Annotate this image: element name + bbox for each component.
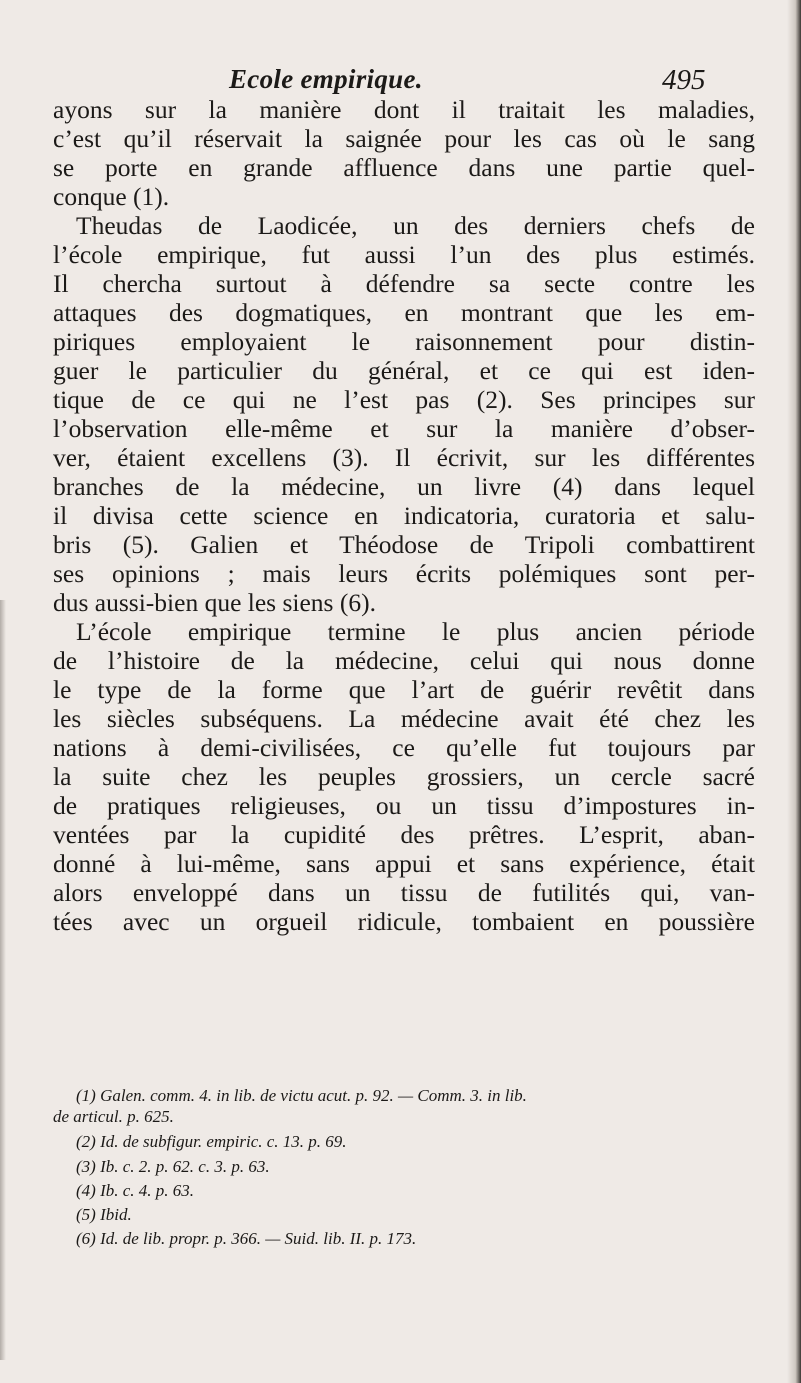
text-line: Theudas de Laodicée, un des derniers chefs de	[76, 211, 755, 240]
page-number: 495	[662, 64, 706, 96]
text-line: l’école empirique, fut aussi l’un des plus estimés.	[53, 240, 755, 269]
text-line: attaques des dogmatiques, en montrant que les em-	[53, 298, 755, 327]
footnote: (4) Ib. c. 4. p. 63.	[76, 1181, 195, 1200]
text-line: se porte en grande affluence dans une partie quel-	[53, 153, 755, 182]
text-line: alors enveloppé dans un tissu de futilités qui, van-	[53, 878, 755, 907]
text-line: les siècles subséquens. La médecine avait été chez les	[53, 704, 755, 733]
text-line: ventées par la cupidité des prêtres. L’esprit, aban-	[53, 820, 755, 849]
text-line: branches de la médecine, un livre (4) dans lequel	[53, 472, 755, 501]
text-line: Il chercha surtout à défendre sa secte contre les	[53, 269, 755, 298]
page-header	[0, 64, 801, 98]
text-line: tées avec un orgueil ridicule, tombaient en poussière	[53, 907, 755, 936]
page-edge-right	[787, 0, 801, 1383]
text-line: piriques employaient le raisonnement pour distin-	[53, 327, 755, 356]
footnote: de articul. p. 625.	[53, 1107, 174, 1126]
running-title: Ecole empirique.	[229, 64, 423, 94]
text-line: de l’histoire de la médecine, celui qui nous donne	[53, 646, 755, 675]
text-line: conque (1).	[53, 182, 170, 211]
text-line: c’est qu’il réservait la saignée pour les cas où le sang	[53, 124, 755, 153]
text-line: L’école empirique termine le plus ancien période	[76, 617, 755, 646]
text-line: bris (5). Galien et Théodose de Tripoli combattirent	[53, 530, 755, 559]
page-shadow-left	[0, 600, 6, 1360]
text-line: la suite chez les peuples grossiers, un cercle sacré	[53, 762, 755, 791]
text-line: l’observation elle-même et sur la manière d’obser-	[53, 414, 755, 443]
footnote: (5) Ibid.	[76, 1205, 132, 1224]
text-line: ayons sur la manière dont il traitait les maladies,	[53, 95, 755, 124]
text-line: ver, étaient excellens (3). Il écrivit, sur les différentes	[53, 443, 755, 472]
footnote: (2) Id. de subfigur. empiric. c. 13. p. 69.	[76, 1132, 347, 1151]
footnote: (6) Id. de lib. propr. p. 366. — Suid. lib. II. p. 173.	[76, 1229, 417, 1248]
footnote: (1) Galen. comm. 4. in lib. de victu acut. p. 92. — Comm. 3. in lib.	[76, 1086, 527, 1105]
text-line: il divisa cette science en indicatoria, curatoria et salu-	[53, 501, 755, 530]
text-line: tique de ce qui ne l’est pas (2). Ses principes sur	[53, 385, 755, 414]
text-line: ses opinions ; mais leurs écrits polémiques sont per-	[53, 559, 755, 588]
text-line: dus aussi-bien que les siens (6).	[53, 588, 376, 617]
text-line: donné à lui-même, sans appui et sans expérience, était	[53, 849, 755, 878]
footnote: (3) Ib. c. 2. p. 62. c. 3. p. 63.	[76, 1157, 270, 1176]
text-line: le type de la forme que l’art de guérir revêtit dans	[53, 675, 755, 704]
text-line: de pratiques religieuses, ou un tissu d’impostures in-	[53, 791, 755, 820]
text-line: guer le particulier du général, et ce qui est iden-	[53, 356, 755, 385]
text-line: nations à demi-civilisées, ce qu’elle fut toujours par	[53, 733, 755, 762]
